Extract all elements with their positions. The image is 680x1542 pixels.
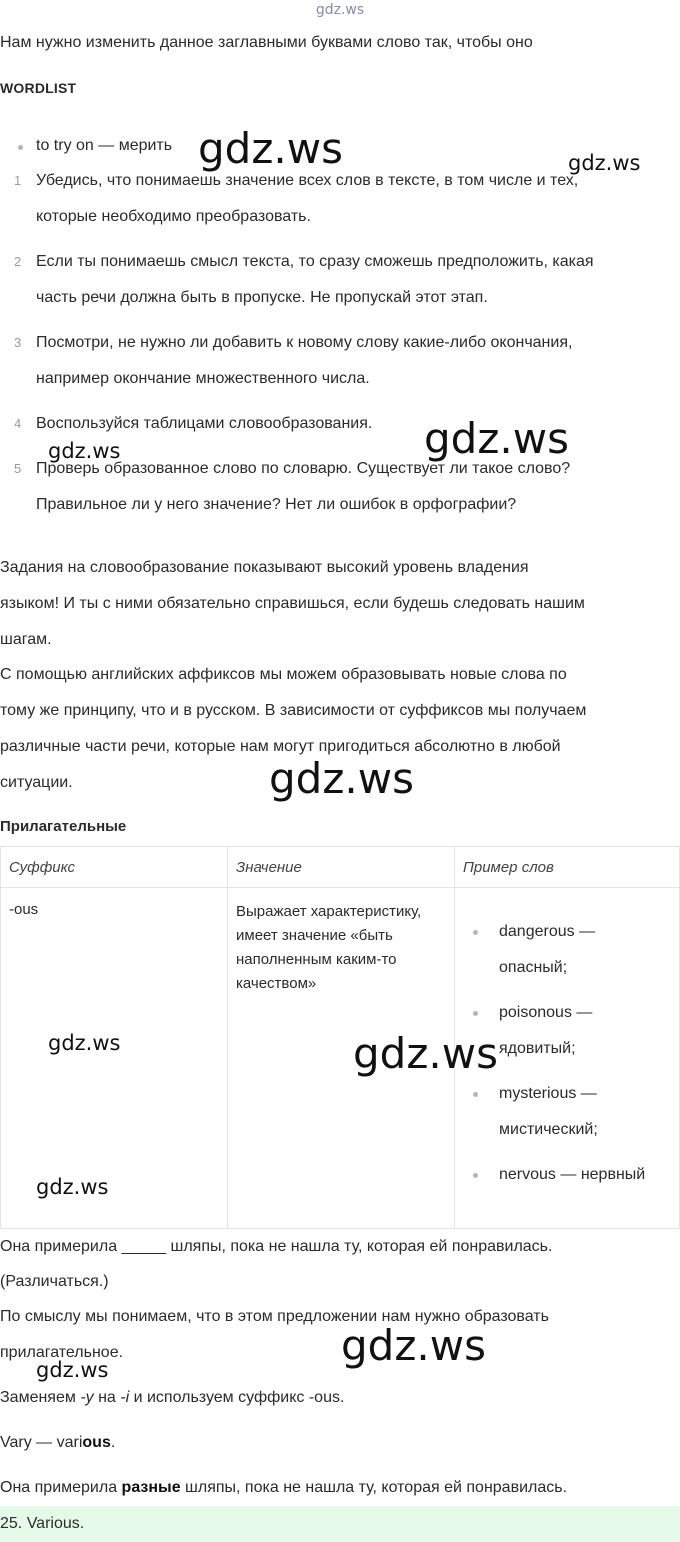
watermark: gdz.ws [341,1321,486,1370]
column-header: Пример слов [455,847,680,888]
example-line: nervous — нервный [499,1166,646,1183]
watermark: gdz.ws [269,754,414,803]
meaning-line: имеет значение «быть [236,927,393,944]
example-line: mysterious — [499,1085,597,1102]
result-answer-word: разные [121,1479,181,1496]
watermark: gdz.ws [48,1031,121,1055]
example-line: dangerous — [499,923,596,940]
bullet-dot [473,1173,478,1178]
result-text: шляпы, пока не нашла ту, которая ей понравилась. [180,1479,568,1496]
paragraph-line: различные части речи, которые нам могут пригодиться абсолютно в любой [0,738,561,755]
watermark-top: gdz.ws [315,2,365,18]
step-line: которые необходимо преобразовать. [36,208,311,225]
watermark: gdz.ws [36,1358,109,1382]
paragraph-line: шагам. [0,631,52,648]
paragraph-line: языком! И ты с ними обязательно справишься, если будешь следовать нашим [0,595,585,612]
step-number: 2 [14,254,22,269]
example-line: опасный; [499,959,568,976]
watermark: gdz.ws [353,1029,498,1078]
step-line: Проверь образованное слово по словарю. Существует ли такое слово? [36,460,571,477]
task-hint: (Различаться.) [0,1273,109,1290]
bullet-dot [473,930,478,935]
rule-letter-y: -y [80,1389,94,1406]
rule-text: на [93,1389,121,1406]
table-heading: Прилагательные [0,818,127,835]
paragraph-line: ситуации. [0,774,73,791]
answer-text: 25. Various. [0,1515,85,1532]
transform-text: . [110,1434,116,1451]
paragraph-line: тому же принципу, что и в русском. В зависимости от суффиксов мы получаем [0,702,587,719]
step-line: часть речи должна быть в пропуске. Не пропускай этот этап. [36,289,488,306]
example-line: poisonous — [499,1004,593,1021]
rule-text: и используем суффикс -ous. [129,1389,345,1406]
answer-box [0,1506,680,1542]
result-text: Она примерила [0,1479,122,1496]
watermark: gdz.ws [568,151,641,175]
result-line [0,1470,567,1506]
step-number: 3 [14,335,22,350]
rule-text: Заменяем [0,1389,81,1406]
bullet-dot [18,145,23,150]
rule-line [0,1380,344,1416]
step-number: 5 [14,461,22,476]
column-header: Суффикс [1,847,228,888]
task-sentence: Она примерила _____ шляпы, пока не нашла ту, которая ей понравилась. [0,1238,553,1255]
rule-letter-i: -i [120,1389,130,1406]
step-number: 4 [14,416,22,431]
reasoning-line: По смыслу мы понимаем, что в этом предложении нам нужно образовать [0,1308,549,1325]
step-line: Убедись, что понимаешь значение всех слов в тексте, в том числе и тех, [36,172,579,189]
bullet-dot [473,1092,478,1097]
paragraph-line: С помощью английских аффиксов мы можем образовывать новые слова по [0,666,567,683]
column-header: Значение [228,847,455,888]
suffix-cell [1,888,228,1229]
bullet-dot [473,1011,478,1016]
step-line: Правильное ли у него значение? Нет ли ошибок в орфографии? [36,496,517,513]
meaning-line: качеством» [236,975,317,992]
table-header-row [1,847,680,888]
watermark: gdz.ws [198,124,343,173]
transform-line [0,1425,115,1461]
paragraph-line: Задания на словообразование показывают высокий уровень владения [0,559,529,576]
meaning-line: наполненным каким-то [236,951,397,968]
suffix-value: -ous [9,901,39,918]
wordlist-bullet-text: to try on — мерить [36,137,173,154]
wordlist-heading: WORDLIST [0,80,77,96]
step-line: Воспользуйся таблицами словообразования. [36,415,373,432]
step-line: Посмотри, не нужно ли добавить к новому слову какие-либо окончания, [36,334,573,351]
example-line: мистический; [499,1121,598,1138]
reasoning-line: прилагательное. [0,1344,124,1361]
example-line: ядовитый; [499,1040,576,1057]
watermark: gdz.ws [424,414,569,463]
watermark: gdz.ws [36,1175,109,1199]
watermark: gdz.ws [48,439,121,463]
step-line: Если ты понимаешь смысл текста, то сразу сможешь предположить, какая [36,253,594,270]
intro-text: Нам нужно изменить данное заглавными буквами слово так, чтобы оно [0,34,533,51]
step-line: например окончание множественного числа. [36,370,370,387]
transform-suffix: ous [82,1434,111,1451]
step-number: 1 [14,173,22,188]
transform-text: Vary — vari [0,1434,83,1451]
meaning-line: Выражает характеристику, [236,903,422,920]
